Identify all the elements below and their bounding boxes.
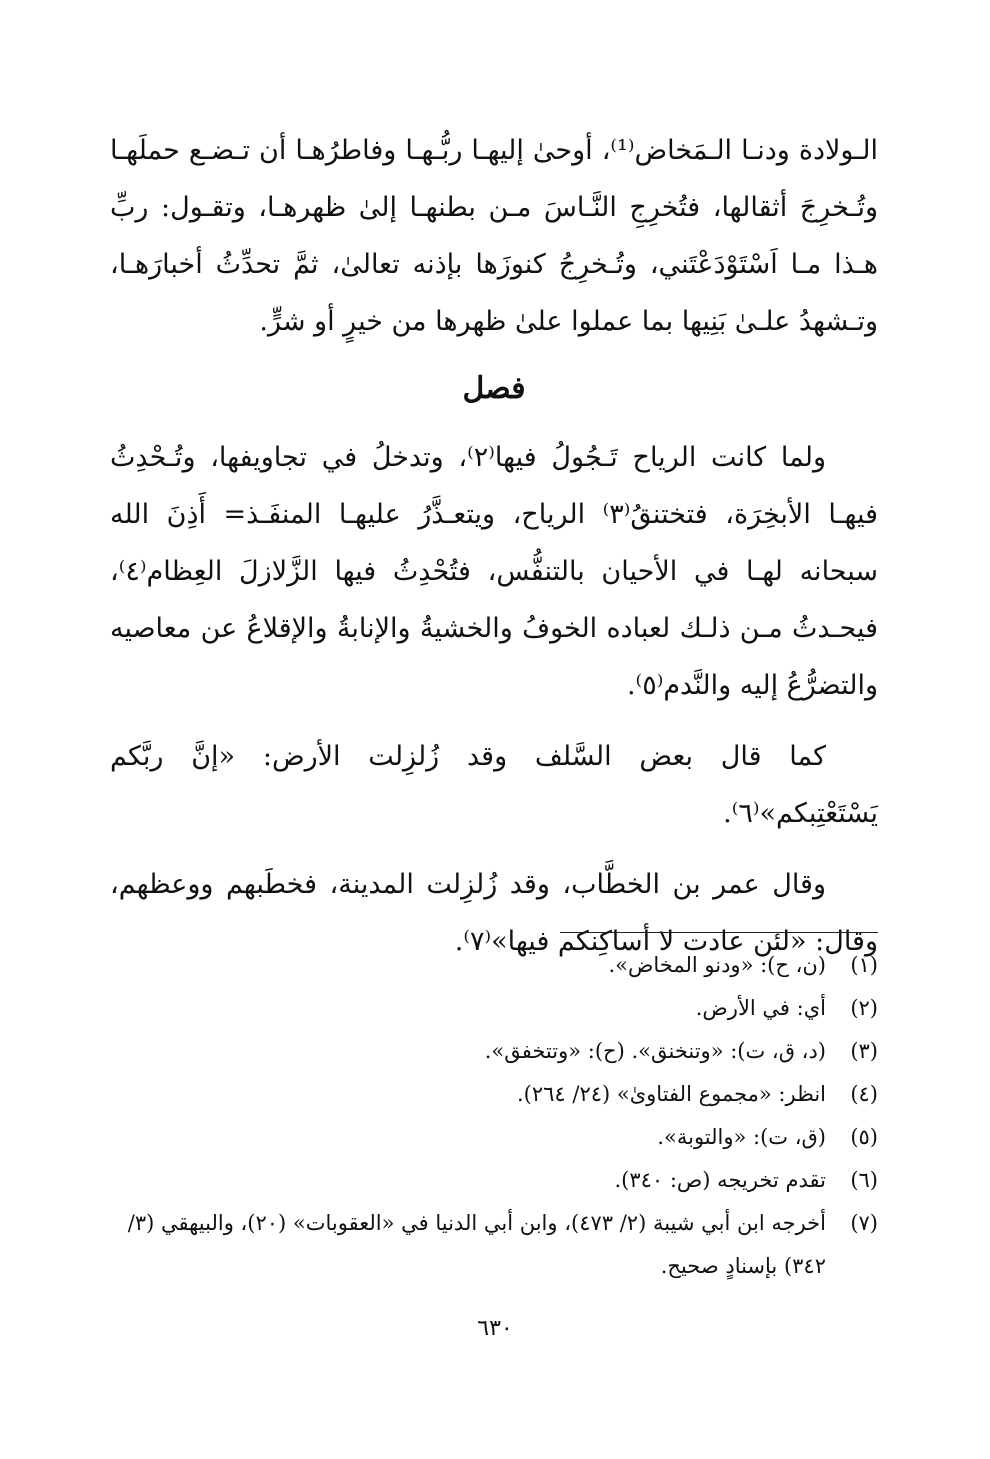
footnote-number: (٧) — [850, 1211, 878, 1235]
paragraph-1: الـولادة ودنـا الـمَخاض⁽¹⁾، أوحىٰ إليهـا ربُّـهـا وفاطرُهـا أن تـضـع حملَهـا وتُـخرِجَ أثقالها، فتُخرِجِ النَّـاسَ مـن بطنهـا إلىٰ ظهرهـا، وتقـول: ربِّ هـذا مـا اَسْتَوْدَعْتَني، وتُـخرِجُ كنوزَها بإذنه تعالىٰ، ثمَّ تحدِّثُ أخبارَهـا، وتـشهدُ علـىٰ بَنِيها بما عملوا علىٰ ظهرها من خيرٍ أو شرٍّ. — [110, 135, 878, 337]
footnote-item — [108, 1030, 878, 1073]
footnote-text: (ن، ح): «ودنو المخاض». — [608, 953, 826, 977]
footnote-text: انظر: «مجموع الفتاوىٰ» (٢٤/ ٢٦٤). — [516, 1082, 826, 1106]
paragraph-3: كما قال بعض السَّلف وقد زُلزِلت الأرض: «إنَّ ربَّكم يَسْتَعْتِبكم»⁽٦⁾. — [110, 741, 878, 829]
footnote-item — [108, 1073, 878, 1116]
footnote-item — [108, 1116, 878, 1159]
footnote-number: (٤) — [850, 1082, 878, 1106]
footnotes-list — [108, 944, 878, 1288]
footnote-text: أي: في الأرض. — [695, 996, 826, 1020]
footnote-item — [108, 944, 878, 987]
footnote-text: أخرجه ابن أبي شيبة (٢/ ٤٧٣)، وابن أبي الدنيا في «العقوبات» (٢٠)، والبيهقي (٣/ ٣٤٢) بإسنادٍ صحيح. — [127, 1211, 826, 1278]
paragraph-2: ولما كانت الرياح تَـجُولُ فيها⁽٢⁾، وتدخلُ في تجاويفها، وتُـحْدِثُ فيهـا الأبخِرَة، فتختنقُ⁽٣⁾ الرياح، ويتعـذَّرُ عليهـا المنفَـذ= أَذِنَ الله سبحانه لهـا في الأحيان بالتنفُّس، فتُحْدِثُ فيها الزَّلازلَ العِظام⁽٤⁾، فيحـدثُ مـن ذلـك لعباده الخوفُ والخشيةُ والإنابةُ والإقلاعُ عن معاصيه والتضرُّعُ إليه والنَّدم⁽٥⁾. — [110, 442, 878, 701]
footnote-text: (ق، ت): «والتوبة». — [657, 1125, 826, 1149]
footnote-divider — [560, 932, 878, 933]
footnote-item — [108, 987, 878, 1030]
footnote-number: (٥) — [850, 1125, 878, 1149]
paragraph-4: وقال عمر بن الخطَّاب، وقد زُلزِلت المدينة، فخطَبهم ووعظهم، وقال: «لئن عادت لا أساكِنكم فيها»⁽٧⁾. — [110, 869, 878, 957]
main-text — [110, 122, 878, 970]
footnote-text: تقدم تخريجه (ص: ٣٤٠). — [614, 1168, 826, 1192]
footnote-number: (٣) — [850, 1039, 878, 1063]
footnote-number: (٢) — [850, 996, 878, 1020]
footnote-item — [108, 1202, 878, 1288]
footnote-item — [108, 1159, 878, 1202]
footnote-number: (١) — [850, 953, 878, 977]
footnote-number: (٦) — [850, 1168, 878, 1192]
section-heading: فصل — [462, 371, 526, 406]
page-number: ٦٣٠ — [477, 1316, 513, 1341]
footnote-text: (د، ق، ت): «وتنخنق». (ح): «وتتخفق». — [484, 1039, 826, 1063]
